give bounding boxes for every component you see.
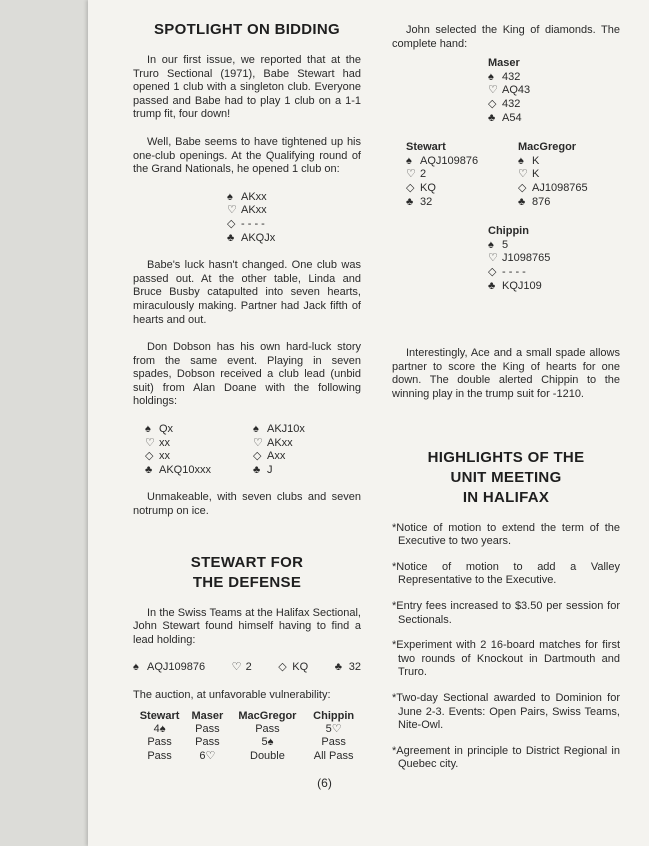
auction-header: Stewart (139, 709, 180, 722)
paragraph: In our first issue, we reported that at the Truro Sectional (1971), Babe Stewart had opened 1 club with a singleton club. Everyone passed and Babe had to play 1 club on a 1-1 trump fit, four down! (133, 54, 361, 121)
right-column (392, 24, 620, 772)
list-item: *Notice of motion to add a Valley Representative to the Executive. (392, 560, 620, 587)
paragraph: Interestingly, Ace and a small spade allows partner to score the King of hearts for one down. The double alerted Chippin to the winning play in the trump suit for -1210. (392, 347, 620, 400)
stewart-title-line2: THE DEFENSE (192, 573, 302, 591)
auction-header: Maser (191, 709, 224, 722)
spade-icon: ♠ (145, 423, 151, 436)
auction-table (133, 709, 361, 764)
auction-header: MacGregor (238, 709, 297, 722)
diamond-icon: ◇ (488, 265, 497, 278)
two-bridge-hands (145, 423, 361, 477)
diamond-icon: ◇ (278, 661, 287, 674)
highlights-title-line2: UNIT MEETING (450, 468, 562, 486)
spade-icon: ♠ (488, 238, 494, 251)
list-item: *Entry fees increased to $3.50 per session for Sectionals. (392, 599, 620, 626)
auction-row: Pass Pass 5♠ Pass (147, 736, 346, 749)
diamond-icon: ◇ (488, 97, 497, 110)
auction-header: Chippin (313, 709, 355, 722)
club-icon: ♣ (488, 279, 496, 292)
bridge-hand: ♠ AKJ10x ♡ AKxx ◇ Axx ♣ J (253, 423, 305, 476)
north-hand: Maser ♠ 432 ♡ AQ43 ◇ 432 ♣ A54 (488, 57, 531, 124)
spade-icon: ♠ (488, 70, 494, 83)
heart-icon: ♡ (227, 204, 237, 217)
deal-diagram (392, 57, 620, 315)
diamond-icon: ◇ (145, 450, 154, 463)
spade-icon: ♠ (253, 423, 259, 436)
club-icon: ♣ (406, 195, 414, 208)
list-item: *Agreement in principle to District Regional in Quebec city. (392, 744, 620, 771)
highlights-title-line3: IN HALIFAX (462, 488, 550, 506)
heart-icon: ♡ (406, 168, 416, 181)
club-icon: ♣ (334, 661, 342, 674)
heart-icon: ♡ (518, 168, 528, 181)
paragraph: Well, Babe seems to have tightened up his one-club openings. At the Qualifying round of the Grand Nationals, he opened 1 club on: (133, 135, 361, 176)
club-icon: ♣ (227, 231, 235, 244)
highlights-title-line1: HIGHLIGHTS OF THE (427, 448, 585, 466)
paragraph: In the Swiss Teams at the Halifax Sectional, John Stewart found himself having to find a lead holding: (133, 606, 361, 646)
page-number: (6) (317, 776, 332, 790)
spade-icon: ♠ (406, 154, 412, 167)
diamond-icon: ◇ (406, 181, 415, 194)
bridge-hand: ♠ AKxx ♡ AKxx ◇ - - - - ♣ AKQJx (227, 190, 276, 244)
spade-icon: ♠ (227, 190, 233, 203)
club-icon: ♣ (518, 195, 526, 208)
paragraph: Babe's luck hasn't changed. One club was passed out. At the other table, Linda and Bruce Busby catapulted into seven hearts, miraculously making. Partner had Jack fifth of hearts and out. (133, 259, 361, 326)
heart-icon: ♡ (488, 84, 498, 97)
diamond-icon: ◇ (253, 450, 262, 463)
stewart-title-line1: STEWART FOR (190, 553, 304, 571)
club-icon: ♣ (488, 111, 496, 124)
paragraph: Don Dobson has his own hard-luck story from the same event. Playing in seven spades, Dobson received a club lead (unbid suit) from Alan Doane with the following holdings: (133, 341, 361, 408)
east-hand: MacGregor ♠ K ♡ K ◇ AJ1098765 ♣ 876 (518, 141, 588, 208)
paragraph: The auction, at unfavorable vulnerability: (133, 689, 331, 701)
spotlight-title: SPOTLIGHT ON BIDDING (154, 21, 340, 38)
bridge-hand: ♠ Qx ♡ xx ◇ xx ♣ AKQ10xxx (145, 423, 211, 476)
diamond-icon: ◇ (227, 217, 236, 230)
list-item: *Notice of motion to extend the term of the Executive to two years. (392, 521, 620, 548)
paragraph: Unmakeable, with seven clubs and seven notrump on ice. (133, 491, 361, 518)
list-item: *Experiment with 2 16-board matches for first two rounds of Knockout in Dartmouth and Truro. (392, 639, 620, 679)
spade-icon: ♠ (133, 661, 139, 674)
lead-hand: ♠ AQJ109876 ♡ 2 ◇ KQ ♣ 32 (133, 661, 361, 674)
club-icon: ♣ (253, 463, 261, 476)
west-hand: Stewart ♠ AQJ109876 ♡ 2 ◇ KQ ♣ 32 (406, 141, 479, 208)
auction-row: Pass 6♡ Double All Pass (147, 749, 354, 762)
left-column (133, 20, 361, 763)
heart-icon: ♡ (253, 436, 263, 449)
club-icon: ♣ (145, 463, 153, 476)
paragraph: John selected the King of diamonds. The complete hand: (392, 24, 620, 50)
heart-icon: ♡ (488, 252, 498, 265)
list-item: *Two-day Sectional awarded to Dominion for June 2-3. Events: Open Pairs, Swiss Teams, Nite-Owl. (392, 691, 620, 732)
spade-icon: ♠ (518, 154, 524, 167)
diamond-icon: ◇ (518, 181, 527, 194)
heart-icon: ♡ (231, 661, 242, 674)
auction-row: 4♠ Pass Pass 5♡ (153, 722, 342, 735)
south-hand: Chippin ♠ 5 ♡ J1098765 ◇ - - - - ♣ KQJ109 (488, 225, 551, 292)
heart-icon: ♡ (145, 436, 155, 449)
